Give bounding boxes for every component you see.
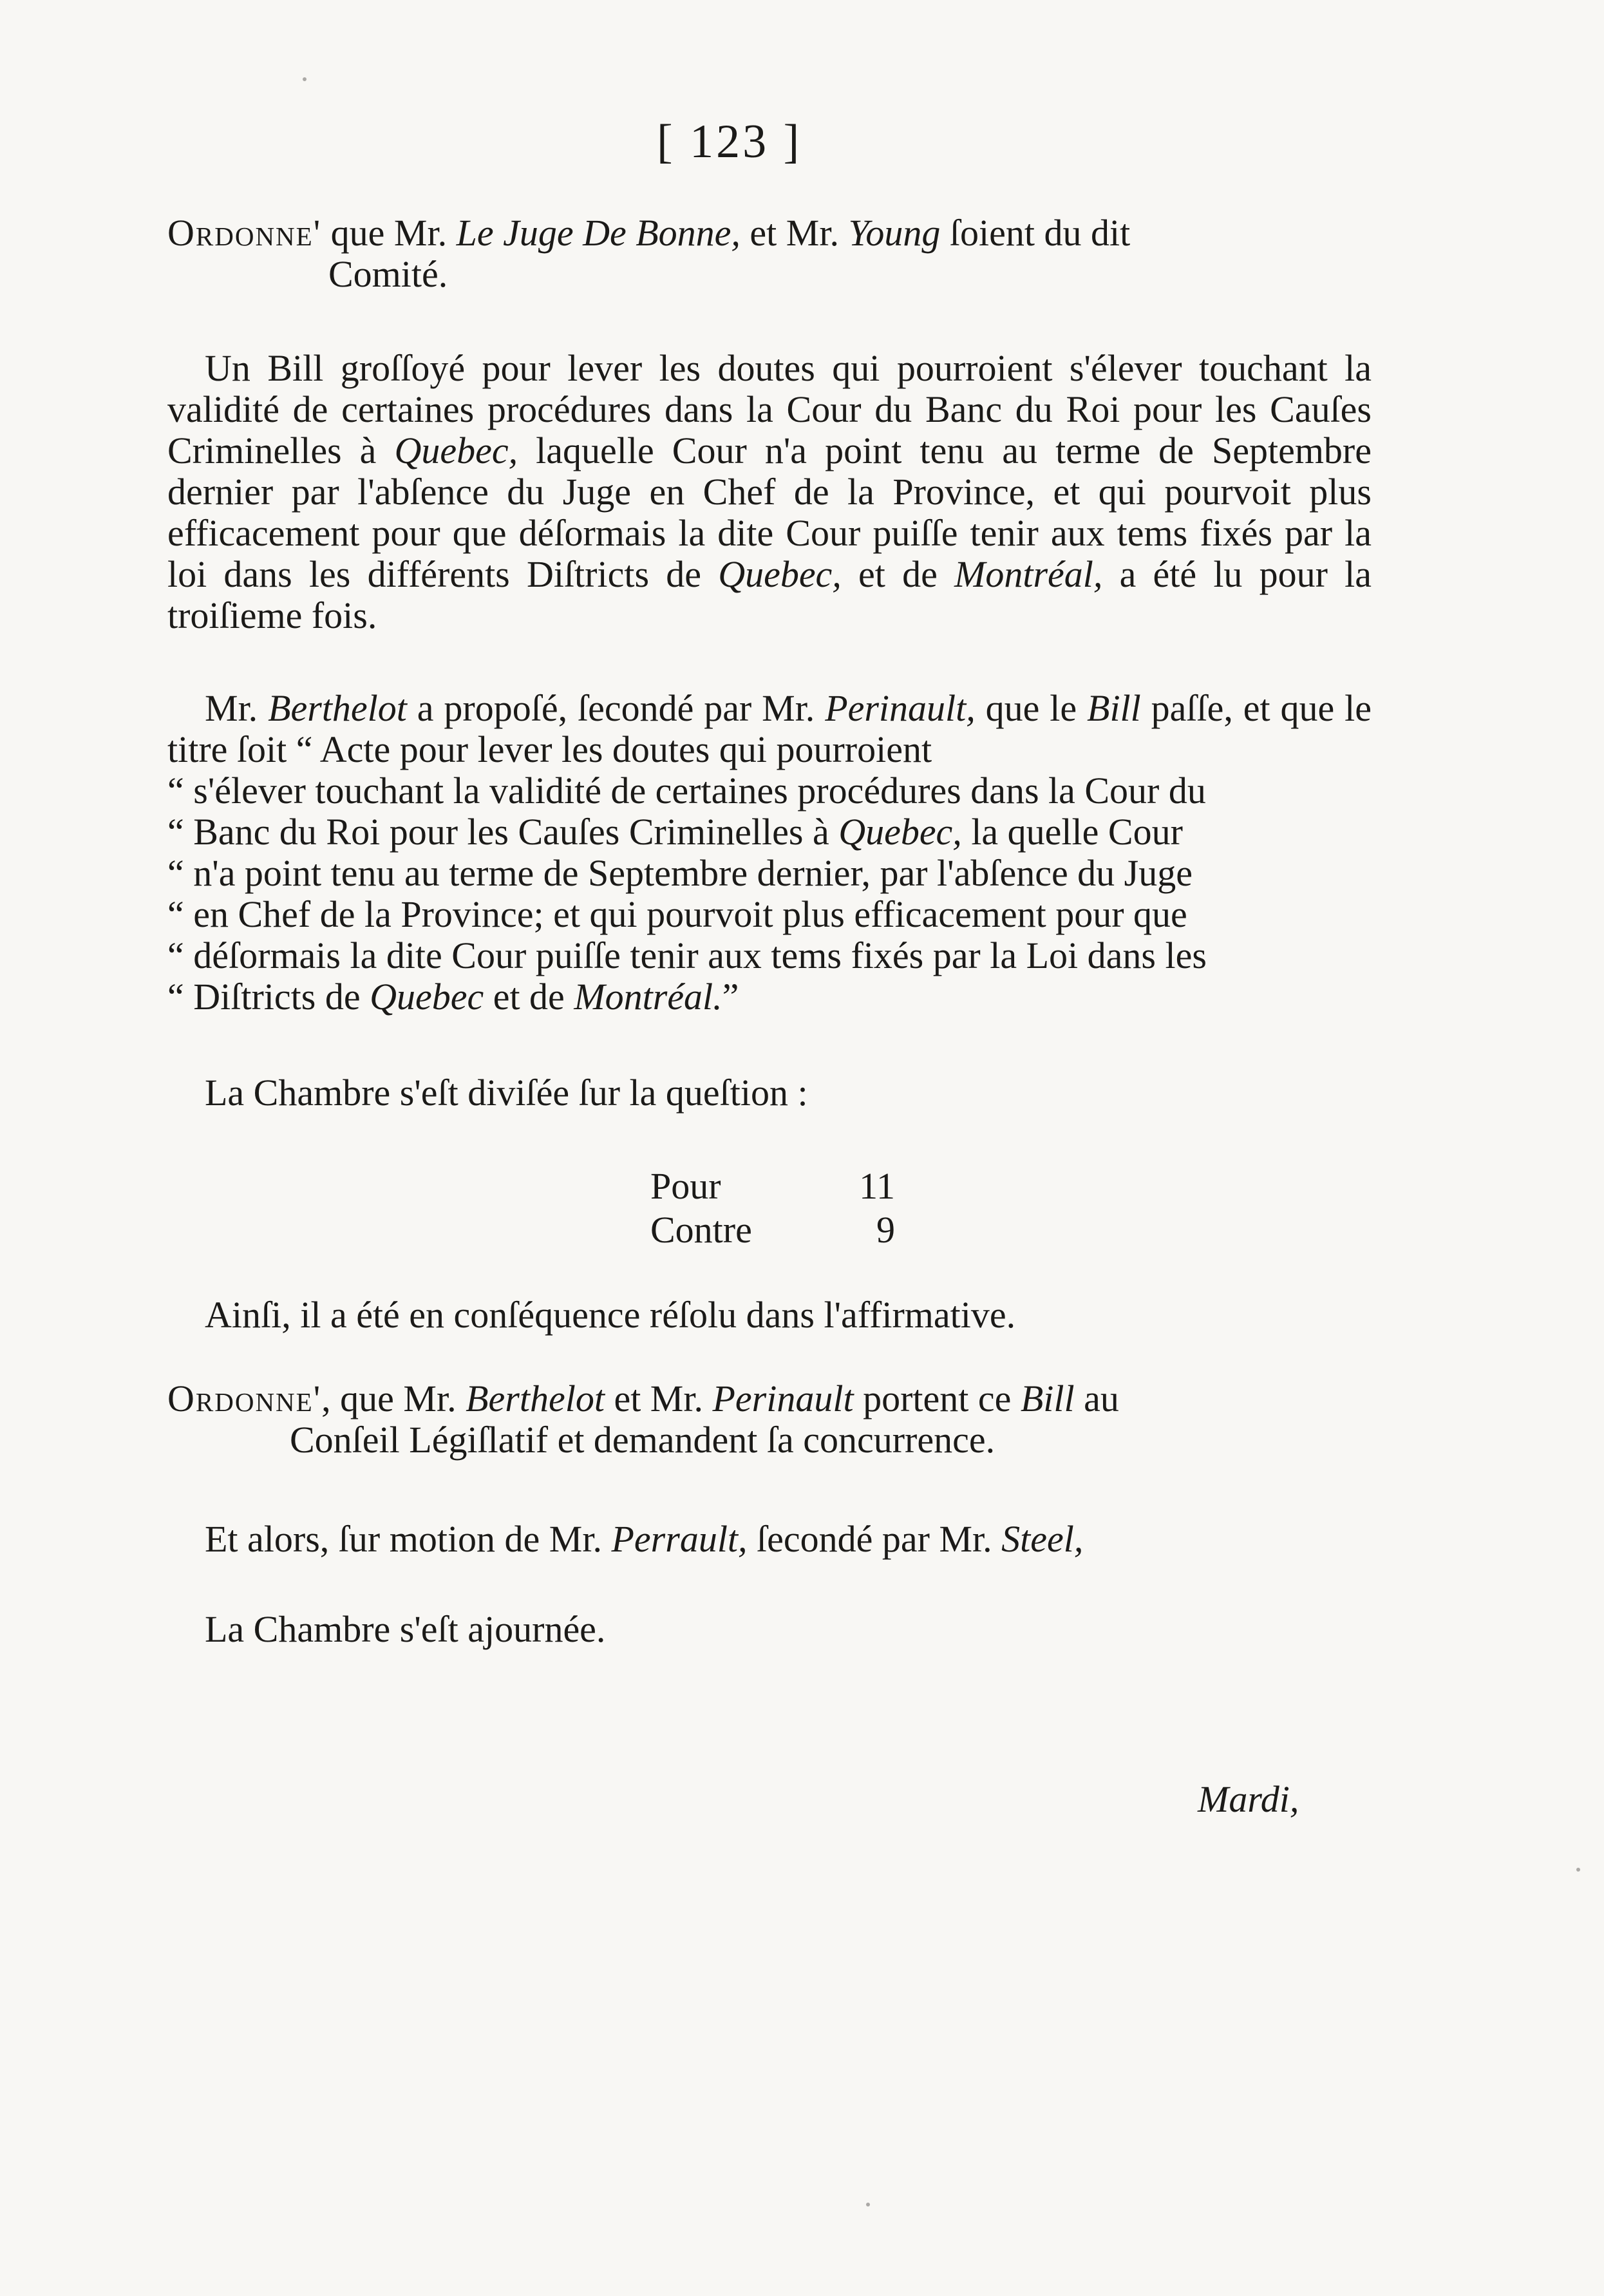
text-run: Un Bill groſſoyé pour lever les doutes qui pourroient s'élever touchant la validité de certaines procédures dans la Cour du Banc du Roi pour les Cauſes Criminelles à: [167, 347, 1372, 471]
place-name: Montréal.: [574, 976, 722, 1018]
text-run: “ Diſtricts de: [167, 976, 370, 1018]
place-name: Quebec,: [718, 553, 842, 595]
adjourned-paragraph: La Chambre s'eſt ajournée.: [205, 1608, 606, 1650]
text-run: que le: [975, 687, 1088, 729]
quote-line: “ déſormais la dite Cour puiſſe tenir aux tems fixés par la Loi dans les: [167, 935, 1207, 976]
person-name: Young: [848, 212, 941, 254]
vote-count: 11: [859, 1165, 895, 1207]
text-run: la quelle Cour: [961, 811, 1183, 853]
text-run: ”: [722, 976, 739, 1018]
text-run: paſſe, et que le titre ſoit “ Acte pour lever les doutes qui pourroient: [167, 687, 1372, 770]
text-run: ſoient du dit: [940, 212, 1131, 254]
bill-read-paragraph: [167, 348, 1372, 636]
order-paragraph-committee: [167, 213, 1372, 295]
motion-paragraph: [167, 688, 1372, 1018]
quote-line: “ n'a point tenu au terme de Septembre dernier, par l'abſence du Juge: [167, 852, 1193, 894]
place-name: Quebec,: [394, 430, 518, 471]
quote-line: [167, 811, 1372, 853]
place-name: Quebec: [370, 976, 484, 1018]
place-name: Quebec,: [838, 811, 962, 853]
adjournment-motion: [167, 1519, 1372, 1560]
order-continuation: Conſeil Légiſlatif et demandent ſa concurrence.: [290, 1419, 995, 1461]
vote-count: 9: [876, 1209, 895, 1251]
resolution-paragraph: Ainſi, il a été en conſéquence réſolu dans l'affirmative.: [205, 1294, 1016, 1336]
order-paragraph-council: [167, 1378, 1372, 1461]
text-run: Mr.: [205, 687, 269, 729]
text-run: et de: [484, 976, 574, 1018]
person-name: Perinault,: [825, 687, 976, 729]
quote-line: “ en Chef de la Province; et qui pourvoit plus efficacement pour que: [167, 893, 1187, 935]
vote-row-contre: [650, 1208, 895, 1252]
person-name: Le Juge De Bonne,: [456, 212, 741, 254]
bill-word: Bill: [1087, 687, 1141, 729]
place-name: Montréal,: [954, 553, 1103, 595]
person-name: Perinault: [712, 1378, 854, 1419]
vote-label: Pour: [650, 1165, 721, 1207]
ordonne-label: Ordonne': [167, 212, 322, 254]
ordonne-label: Ordonne': [167, 1378, 322, 1419]
vote-row-pour: [650, 1164, 895, 1208]
text-run: , que Mr.: [321, 1378, 466, 1419]
bill-word: Bill: [1020, 1378, 1075, 1419]
text-run: “ Banc du Roi pour les Cauſes Criminelles à: [167, 811, 839, 853]
print-speck: [1576, 1868, 1580, 1872]
text-run: et Mr.: [740, 212, 849, 254]
person-name: Perrault,: [611, 1518, 748, 1560]
text-run: que Mr.: [321, 212, 457, 254]
text-run: et de: [841, 553, 955, 595]
vote-label: Contre: [650, 1209, 752, 1251]
order-continuation: Comité.: [328, 253, 448, 295]
division-paragraph: La Chambre s'eſt diviſée ſur la queſtion :: [205, 1072, 808, 1114]
text-run: a été lu pour la troiſieme fois.: [167, 553, 1372, 636]
person-name: Berthelot: [466, 1378, 605, 1419]
person-name: Steel,: [1001, 1518, 1084, 1560]
text-run: laquelle Cour n'a point tenu au terme de Septembre dernier par l'abſence du Juge en Chef de la Province, et qui pourvoit plus efficacement pour que déſormais la dite Cour puiſſe tenir aux tems fixés par la loi dans les différents Diſtricts de: [167, 430, 1372, 595]
catchword: Mardi,: [1198, 1778, 1299, 1820]
text-run: et Mr.: [604, 1378, 713, 1419]
text-run: ſecondé par Mr.: [747, 1518, 1002, 1560]
page-number: [ 123 ]: [657, 115, 802, 168]
text-run: portent ce: [853, 1378, 1021, 1419]
text-run: a propoſé, ſecondé par Mr.: [406, 687, 826, 729]
text-run: Et alors, ſur motion de Mr.: [205, 1518, 612, 1560]
quote-line: [167, 976, 1372, 1018]
print-speck: [866, 2203, 870, 2206]
quote-line: “ s'élever touchant la validité de certaines procédures dans la Cour du: [167, 770, 1206, 811]
vote-tally: [650, 1164, 895, 1252]
print-speck: [303, 77, 307, 81]
text-run: au: [1074, 1378, 1119, 1419]
person-name: Berthelot: [268, 687, 407, 729]
